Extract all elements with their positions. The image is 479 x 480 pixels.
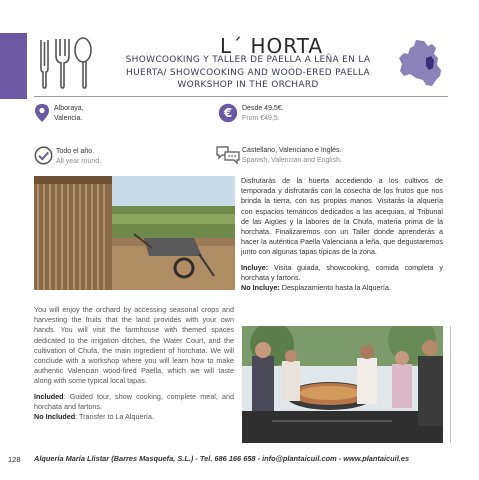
languages-info: Castellano, Valenciano e Inglés. Spanish, Valencian and English.	[242, 147, 342, 164]
location-pin-icon	[34, 103, 50, 123]
description-spanish: Disfrutarás de la huerta accediendo a los cultivos de temporada y disfrutarás con la cosecha de los frutos que nos brinda la tierra, con tus propias manos. Visitarás la alquería con espacios temáticos dedicados a las acequias, al Tribunal de las Aigües y la labores de la Chufa, materia prima de la horchata. Finalizaremos con un Taller donde aprenderás a hacer la auténtica Paella Valenciana a leña, que degustaremos junto con algunas tapas típicas de la zona. Incluye: Visita guiada, showcooking, comida completa y horchata y fartons. No Incluye: Desplazamiento hasta la Alquería.	[241, 176, 443, 293]
page-subtitle: SHOWCOOKING Y TALLER DE PAELLA A LEÑA EN LA HUERTA/ SHOWCOOKING AND WOOD-ERED PAELLA WORKSHOP IN THE ORCHARD	[125, 55, 371, 90]
speech-bubbles-icon	[216, 145, 240, 165]
footer-contact: Alquería María Llistar (Barres Masquefa, S.L.) - Tel. 686 166 658 - info@plantaicuil.com - www.plantaicuil.es	[34, 454, 410, 463]
region-map-icon	[396, 38, 448, 88]
includes-en: Included: Guided tour, show cooking, complete meal, and horchata and fartons. No Included: Transfer to La Alquería.	[34, 391, 234, 422]
paella-workshop-photo	[242, 326, 443, 443]
cutlery-icon	[36, 34, 94, 90]
includes-es: Incluye: Visita guiada, showcooking, comida completa y horchata y fartons. No Incluye: Desplazamiento hasta la Alquería.	[241, 262, 443, 293]
section-tab	[0, 33, 27, 99]
page-title: L´ HORTA	[220, 34, 324, 58]
svg-text:€: €	[223, 106, 233, 120]
season-info: Todo el año. All year round.	[56, 148, 102, 165]
price-info: Desde 49,5€. From €49,5.	[242, 105, 284, 122]
page-number: 128	[8, 455, 21, 464]
location-info: Alboraya, Valencia.	[54, 105, 84, 122]
description-english: You will enjoy the orchard by accessing seasonal crops and harvesting the fruits that the land provides with your own hands. You will visit the farmhouse with themed spaces dedicated to the irrigation ditches, the Water Court, and the cultivation of Chufa, the main ingredient of horchata. We will conclude with a workshop where you will learn how to make authentic Valencian wood-fired Paella, which we will taste along with some typical local tapas. Included: Guided tour, show cooking, complete meal, and horchata and fartons. No Included: Transfer to La Alquería.	[34, 305, 234, 422]
check-circle-icon	[34, 146, 53, 165]
header-divider	[34, 96, 448, 97]
orchard-wheelbarrow-photo	[34, 176, 235, 290]
image-bracket	[443, 326, 451, 443]
euro-icon	[218, 103, 238, 123]
